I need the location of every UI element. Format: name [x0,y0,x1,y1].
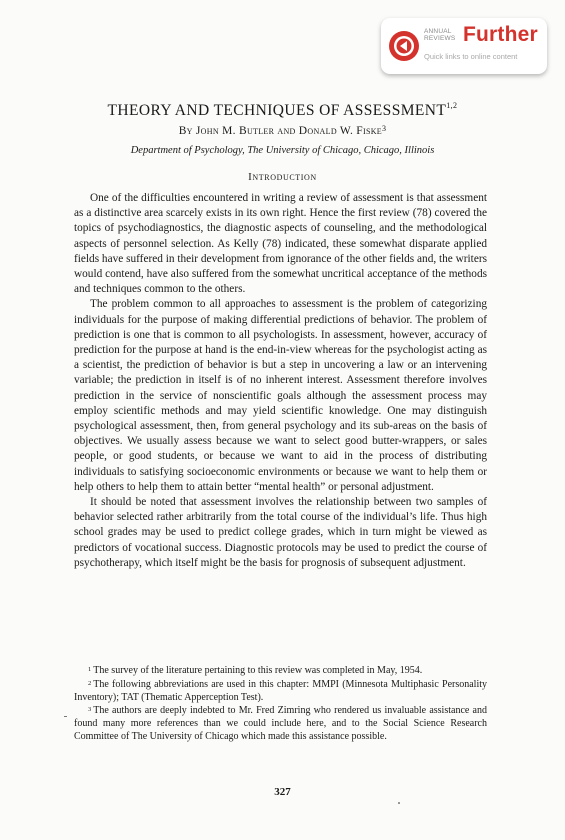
body-text [74,191,487,571]
footnote-text: The following abbreviations are used in this chapter: MMPI (Minnesota Multiphasic Personality Inventory); TAT (Thematic Apperception Test). [74,678,487,703]
affiliation: Department of Psychology, The University of Chicago, Chicago, Illinois [130,145,435,156]
footnote-mark: 1 [88,666,92,673]
badge-tagline: Quick links to online content [424,52,518,61]
badge-annual-label: ANNUAL [424,28,452,35]
annual-reviews-logo-icon [388,30,420,62]
paragraph: One of the difficulties encountered in writing a review of assessment is that assessment as a distinctive area scarcely exists in its own right. Hence the first review (78) covered the topics of psychodiagnostics, the diagnostic aspects of counseling, and the methodological aspects of personnel selection. As Kelly (78) indicated, these somewhat disparate applied fields have suffered in their development from ignorance of the other fields and, the writers would contend, have also suffered from the somewhat uncritical acceptance of the methods and techniques common to the others. [74,192,487,296]
title-footnote-marks[interactable]: 1,2 [446,101,458,110]
byline [0,125,565,137]
footnote-text: The authors are deeply indebted to Mr. Fred Zimring who rendered us invaluable assistance and found many more references than we could include here, and to the Social Science Research Committee of The University of Chicago which made this assistance possible. [74,705,487,742]
badge-reviews-label: REVIEWS [424,35,456,42]
footnote [74,679,487,705]
footnote-mark: 3 [88,706,92,714]
paragraph: The problem common to all approaches to assessment is the problem of categorizing individuals for the purpose of making differential predictions of behavior. The problem of prediction is one that is common to all psychologists. In assessment, however, accuracy of prediction for the purpose at hand is the end-in-view whereas for the psychologist acting as a scientist, the prediction of behavior is but a step in uncovering a law or an intervening variable; the prediction in itself is of no inherent interest. Assessment therefore involves prediction in the service of nonscientific goals although the assessment process may employ scientific methods and may yield scientific knowledge. One may distinguish psychological assessment, then, from general psychology and its sub-areas on the basis of objectives. We usually assess because we want to select good butter-wrappers, or sales people, or good students, or because we want to aid in the process of distributing individuals to satisfying socioeconomic environments or because we want to help them or help others to help them to attain better “mental health” or personal adjustment. [74,298,487,493]
author-names: By John M. Butler and Donald W. Fiske [178,125,382,137]
footnote-text: The survey of the literature pertaining to this review was completed in May, 1954. [93,665,423,676]
footnote [74,705,487,743]
scan-mark [64,716,67,717]
paragraph: It should be noted that assessment involves the relationship between two samples of behavior selected rather arbitrarily from the total course of the individual’s life. Thus high school grades may be used to predict college grades, which in turn might be viewed as predictors of vocational success. Diagnostic protocols may be used to predict the course of psychotherapy, which itself might be the basis for prognosis of subsequent adjustment. [74,496,487,569]
byline-footnote-mark[interactable]: 3 [381,124,387,133]
section-heading: Introduction [248,171,317,183]
footnote [74,665,487,678]
footnote-mark: 2 [88,679,92,687]
footnotes [74,665,487,745]
badge-brand-text [424,28,455,42]
badge-further-label: Further [463,23,538,46]
page-number: 327 [274,786,291,798]
title-text: THEORY AND TECHNIQUES OF ASSESSMENT [107,102,447,119]
article-title [0,102,565,120]
scan-speck [398,802,400,804]
further-badge[interactable] [381,18,547,74]
